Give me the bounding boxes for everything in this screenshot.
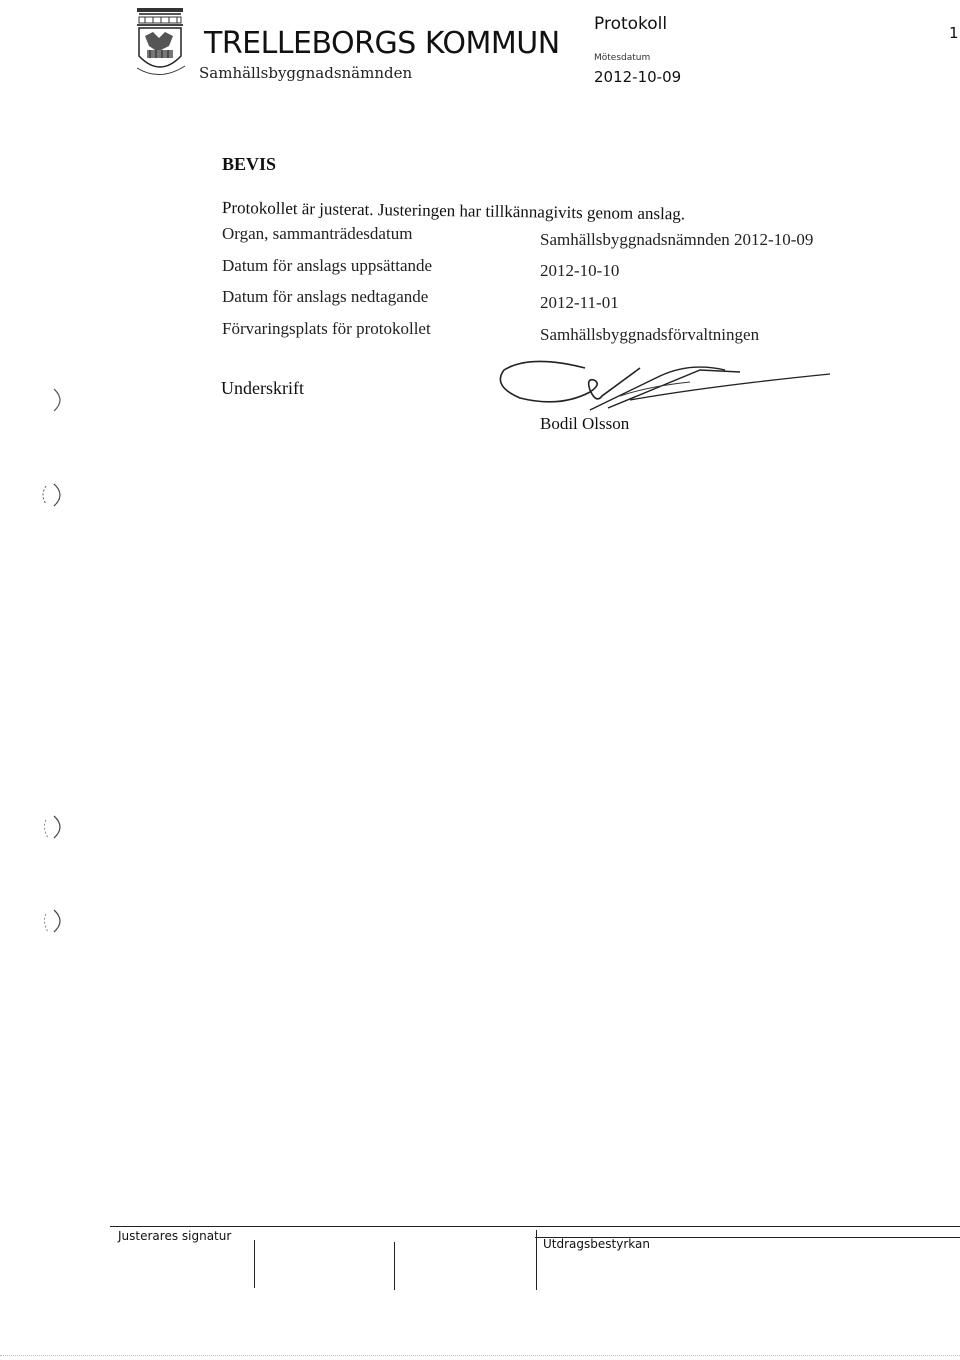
row-label-posted: Datum för anslags uppsättande [222,256,433,275]
org-name: TRELLEBORGS KOMMUN [204,26,560,61]
certificate-heading: BEVIS [222,154,277,174]
certificate-intro: Protokollet är justerat. Justeringen har tillkännagivits genom anslag. [221,198,686,224]
row-label-organ: Organ, sammanträdesdatum [222,224,413,243]
extract-certification-label: Utdragsbestyrkan [543,1237,650,1251]
row-value-storage: Samhällsbyggnadsförvaltningen [540,325,760,344]
meeting-date-label: Mötesdatum [594,53,651,63]
adjuster-signature-label: Justerares signatur [118,1229,232,1243]
coat-of-arms-icon [133,6,187,80]
row-value-organ: Samhällsbyggnadsnämnden 2012-10-09 [540,230,814,249]
scan-edge-artifact [0,1355,960,1357]
page-number: 1 [949,24,959,42]
hole-punch-mark [36,906,66,936]
row-label-storage: Förvaringsplats för protokollet [222,319,431,338]
signature-label: Underskrift [221,378,304,398]
adjuster-box-divider [394,1242,395,1290]
row-value-removed: 2012-11-01 [540,293,619,312]
row-label-removed: Datum för anslags nedtagande [222,287,429,306]
signer-name: Bodil Olsson [540,414,630,433]
extract-box-divider [536,1230,537,1290]
adjuster-box-divider [254,1240,255,1288]
hole-punch-mark [36,385,66,415]
department-name: Samhällsbyggnadsnämnden [199,64,413,82]
handwritten-signature [490,356,835,418]
meeting-date: 2012-10-09 [594,68,682,86]
hole-punch-mark [36,480,66,510]
footer-top-rule [110,1226,960,1227]
hole-punch-mark [36,812,66,842]
document-type: Protokoll [594,14,668,34]
row-value-posted: 2012-10-10 [540,261,620,280]
